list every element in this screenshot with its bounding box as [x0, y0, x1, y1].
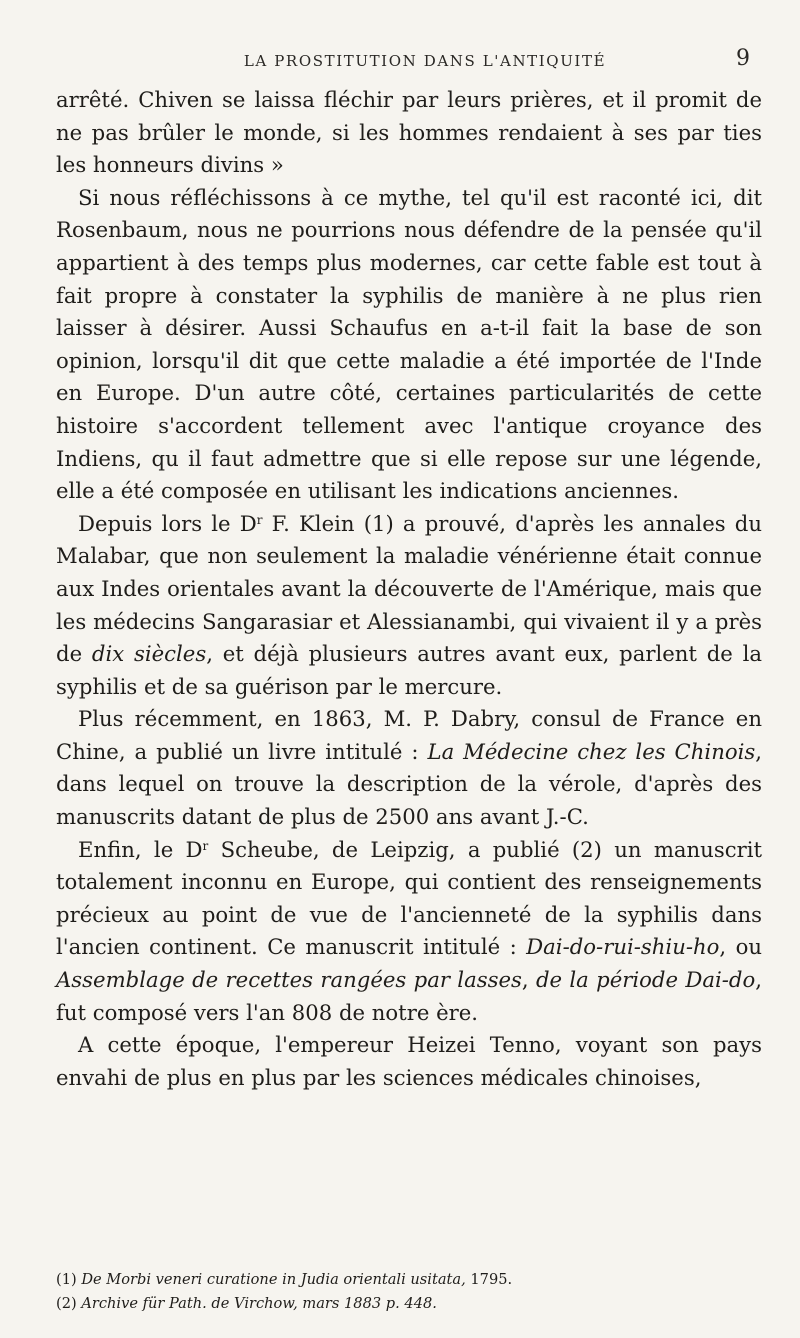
footnote-marker: (1)	[56, 1271, 77, 1288]
text-run: , et déjà plusieurs autres avant eux, parlent de la syphilis et de sa guérison par le mercure.	[56, 641, 762, 699]
paragraph-klein	[56, 508, 762, 704]
text-run: Depuis lors le D	[78, 510, 257, 536]
page-number: 9	[736, 46, 750, 71]
paragraph-rosenbaum: Si nous réfléchissons à ce mythe, tel qu'il est raconté ici, dit Rosenbaum, nous ne pourrions nous défendre de la pensée qu'il appartient à des temps plus modernes, car cette fable est tout à fait propre à constater la syphilis de manière à ne plus rien laisser à désirer. Aussi Schaufus en a-t-il fait la base de son opinion, lorsqu'il dit que cette maladie a été importée de l'Inde en Europe. D'un autre côté, certaines particularités de cette histoire s'accordent tellement avec l'antique croyance des Indiens, qu il faut admettre que si elle repose sur une légende, elle a été composée en utilisant les indications anciennes.	[56, 184, 762, 504]
superscript: r	[256, 512, 263, 527]
text-run: Enfin, le D	[78, 836, 203, 862]
manuscript-title-translation: Assemblage de recettes rangées par lasses	[56, 967, 522, 993]
text-run: ,	[521, 967, 536, 993]
text-run: , fut composé vers l'an 808 de notre ère.	[56, 967, 762, 1025]
text-run: Scheube, de Leipzig, a publié (2) un manuscrit totalement inconnu en Europe, qui contient des renseignements précieux au point de vue de l'ancienneté de la syphilis dans l'ancien continent. Ce manuscrit intitulé :	[56, 836, 762, 960]
paragraph-heizei: A cette époque, l'empereur Heizei Tenno, voyant son pays envahi de plus en plus par les sciences médicales chinoises,	[56, 1032, 762, 1090]
italic-text: dix siècles	[91, 641, 207, 667]
footnote-citation: De Morbi veneri curatione in Judia orientali usitata,	[81, 1271, 466, 1288]
footnote-marker: (2)	[56, 1295, 77, 1312]
footnote-citation: Archive für Path. de Virchow, mars 1883 p. 448.	[81, 1295, 437, 1312]
paragraph-scheube	[56, 834, 762, 1030]
text-run: , ou	[719, 934, 762, 960]
footnote-year: 1795.	[465, 1271, 513, 1288]
manuscript-title: Dai-do-rui-shiu-ho	[526, 934, 720, 960]
footnotes	[56, 1268, 762, 1316]
running-head: LA PROSTITUTION DANS L'ANTIQUITÉ	[243, 52, 607, 70]
period-name: de la période Dai-do	[535, 967, 756, 993]
superscript: r	[202, 838, 209, 853]
text-run: F. Klein (1) a prouvé, d'après les annales du Malabar, que non seulement la maladie vénérienne était connue aux Indes orientales avant la découverte de l'Amérique, mais que les médecins Sangarasiar et Alessianambi, qui vivaient il y a près de	[56, 510, 762, 667]
footnote	[56, 1268, 762, 1292]
footnote	[56, 1292, 762, 1316]
text-run: Plus récemment, en 1863, M. P. Dabry, consul de France en Chine, a publié un livre intitulé :	[56, 706, 762, 764]
paragraph-dabry	[56, 703, 762, 833]
text-run: , dans lequel on trouve la description de la vérole, d'après des manuscrits datant de plus de 2500 ans avant J.-C.	[56, 738, 762, 830]
body-text	[56, 84, 762, 1094]
paragraph-continuation: arrêté. Chiven se laissa fléchir par leurs prières, et il promit de ne pas brûler le monde, si les hommes rendaient à ses par ties les honneurs divins »	[56, 87, 762, 178]
book-title: La Médecine chez les Chinois	[427, 738, 756, 764]
page-header	[0, 46, 800, 76]
